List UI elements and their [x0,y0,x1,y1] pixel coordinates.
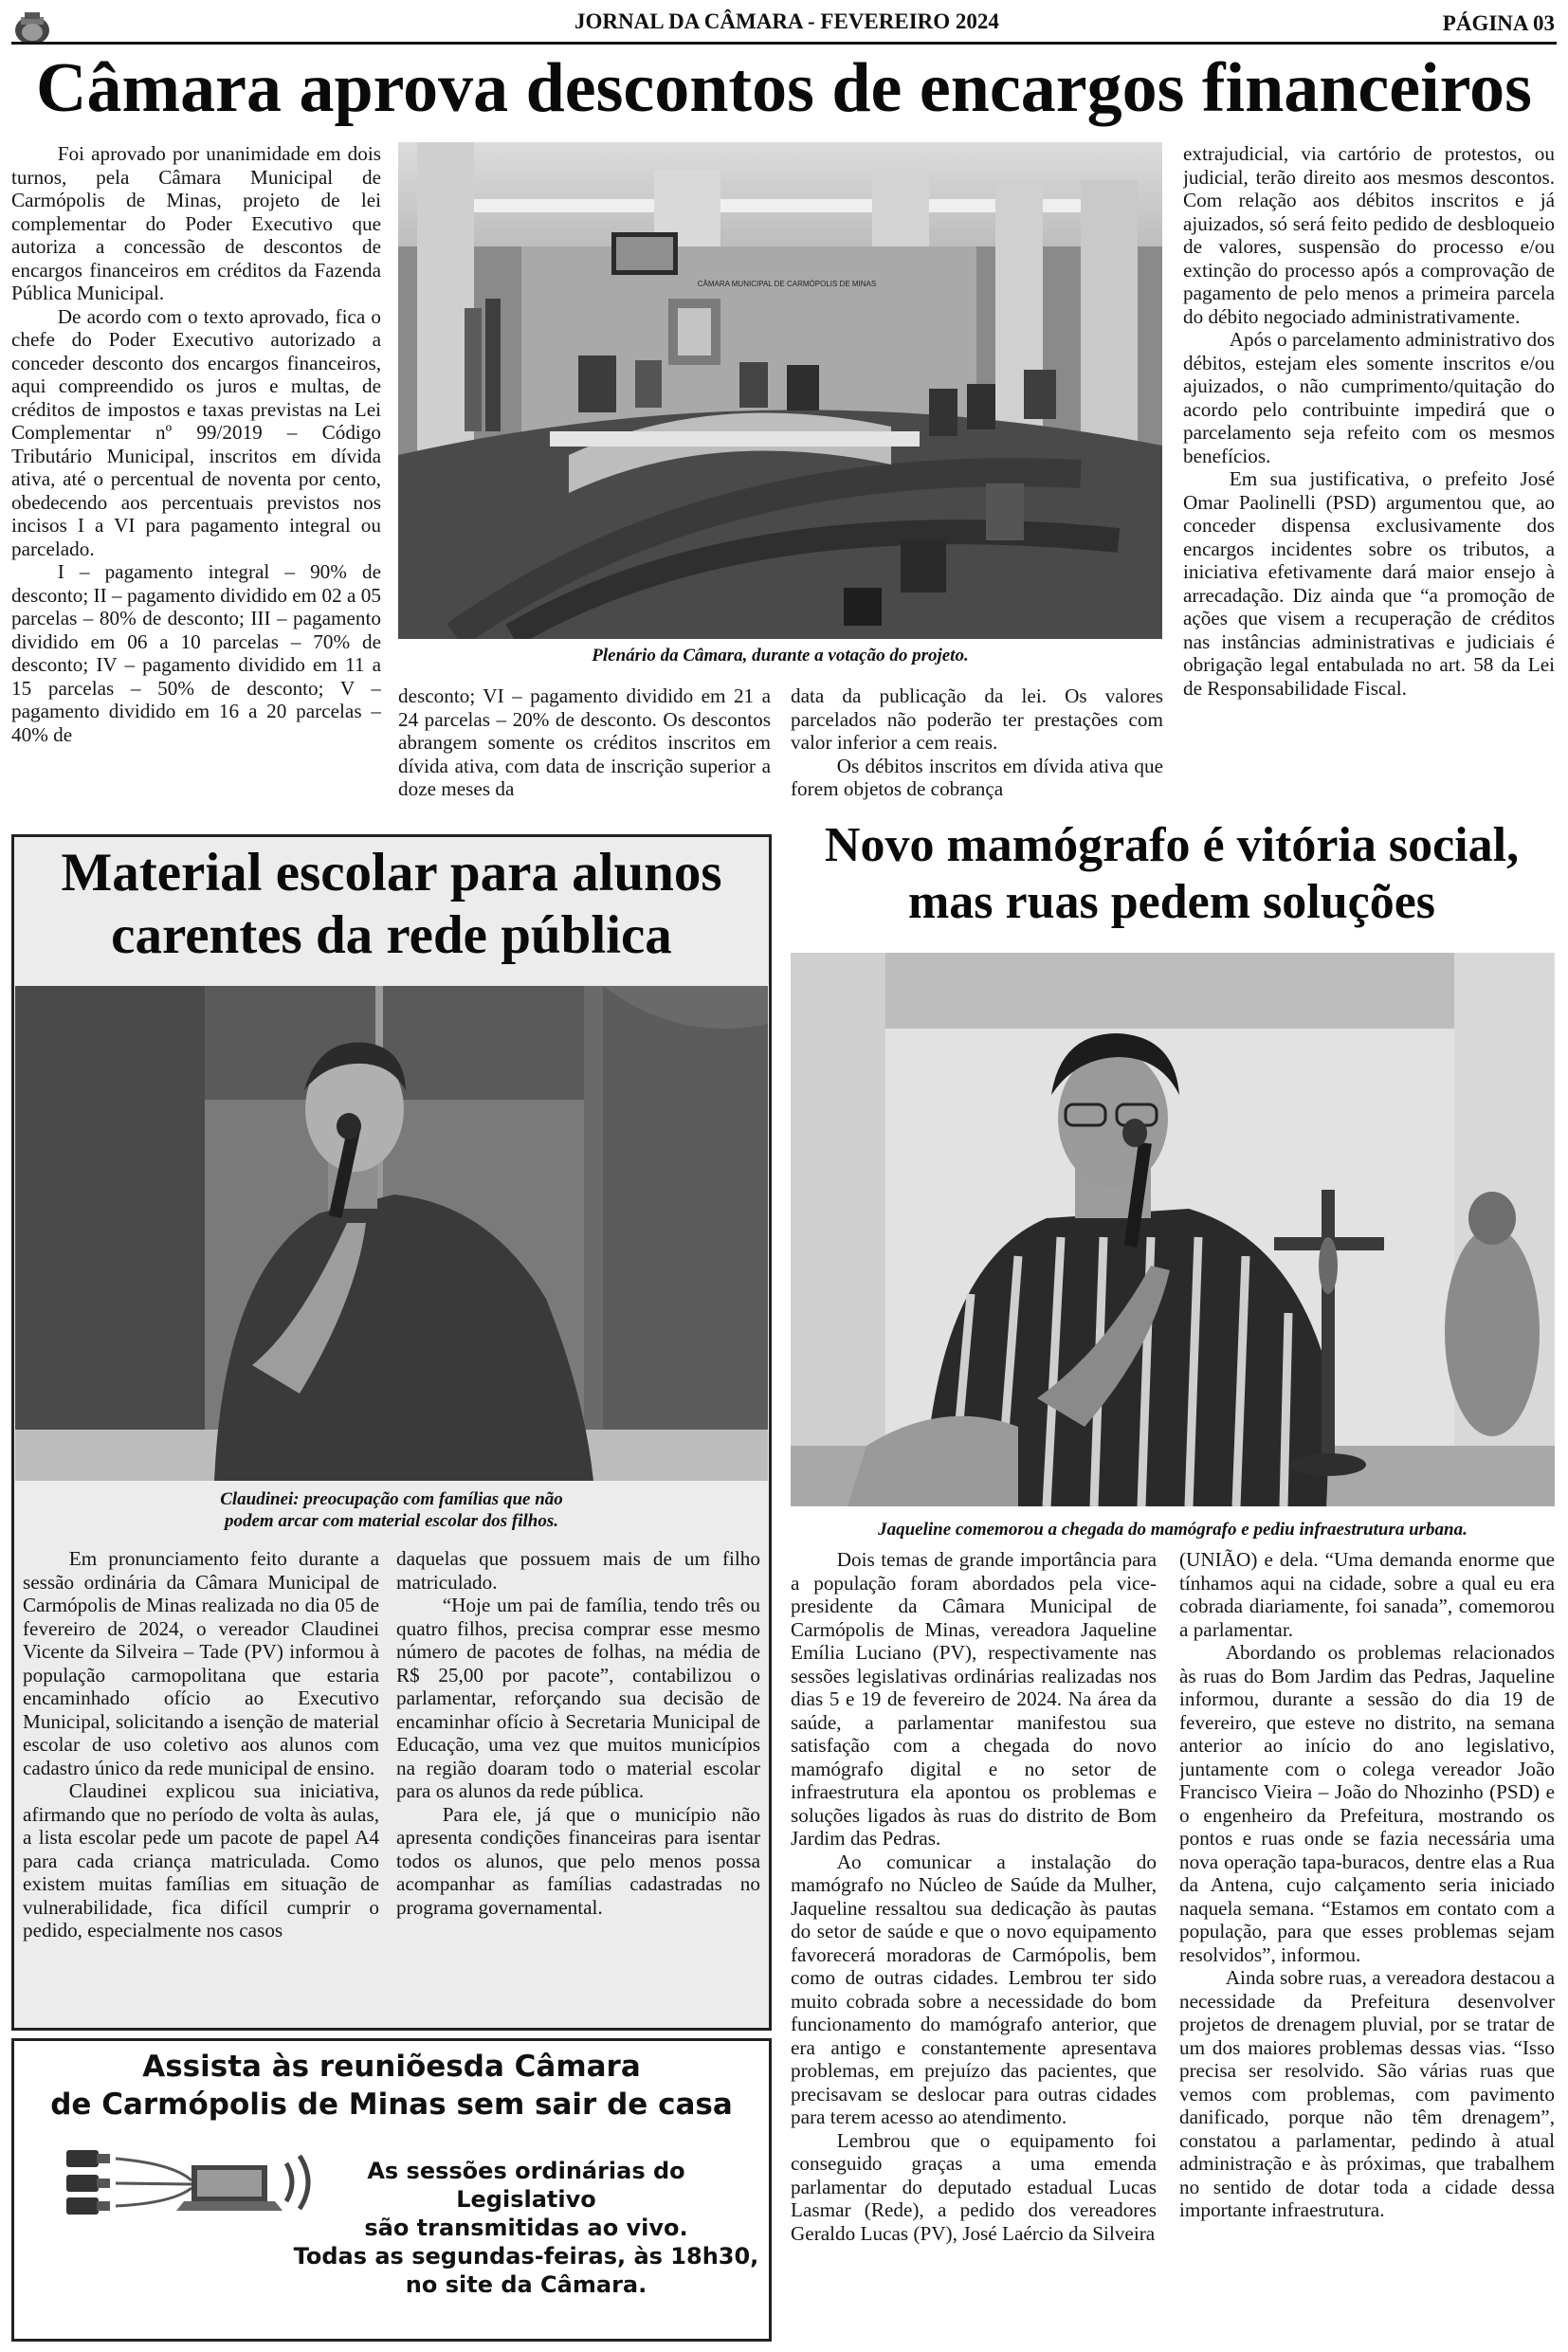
article1-paragraph: Em sua justificativa, o prefeito José Omar Paolinelli (PSD) argumentou que, ao conceder dispensa exclusivamente dos encargos incidentes sobre os tributos, a iniciativa efetivamente dará maior ensejo à arrecadação. Diz ainda que “a promoção de ações que visem a recuperação de créditos nas instâncias administrativas e judiciais é obrigação legal entabulada no art. 58 da Lei de Responsabilidade Fiscal. [1183,467,1555,700]
article2-headline-line-2: carentes da rede pública [111,905,672,965]
article3-paragraph: Ainda sobre ruas, a vereadora destacou a necessidade da Prefeitura desenvolver projetos de drenagem pluvial, por se tratar de um dos maiores problemas dessas vias. “Isso precisa ser resolvido. São várias ruas que vemos com problemas, com pavimento danificado, porque não têm drenagem”, constatou a parlamentar, pedindo à atual administração e às próximas, que trabalhem no sentido de dotar toda a cidade dessa importante infraestrutura. [1179,1966,1555,2221]
article1-paragraph: extrajudicial, via cartório de protestos, ou judicial, terão direito aos mesmos descontos. Com relação aos débitos inscritos e já ajuizados, só será feito pedido de desbloqueio de valores, suspensão do processo e/ou extinção do processo após a comprovação de pagamento de pelo menos a primeira parcela do débito negociado administrativamente. [1183,142,1555,328]
article2-paragraph: “Hoje um pai de família, tendo três ou quatro filhos, precisa comprar esse mesmo número de pacotes de folhas, na média de R$ 25,00 por pacote”, contabilizou o parlamentar, reforçando sua decisão de encaminhar ofício à Secretaria Municipal de Educação, uma vez que muitos municípios na região doaram todo o material escolar para os alunos da rede pública. [396,1594,760,1802]
ad-body-line-3: são transmitidas ao vivo. [364,2215,688,2241]
article1-paragraph: Foi aprovado por unanimidade em dois turnos, pela Câmara Municipal de Carmópolis de Minas, projeto de lei complementar do Poder Executivo que autoriza a concessão de descontos de encargos financeiros em créditos da Fazenda Pública Municipal. [11,142,381,304]
article1-column-1 [11,142,381,825]
article2-headline-line-1: Material escolar para alunos [61,843,722,903]
article3-column-1 [791,1548,1157,2343]
article1-paragraph: De acordo com o texto aprovado, fica o chefe do Poder Executivo autorizado a conceder desconto dos encargos financeiros, aqui compreendido os juros e multas, de créditos de impostos e taxas previstas na Lei Complementar nº 99/2019 – Código Tributário Municipal, inscritos em dívida ativa, até o percentual de noventa por cento, obedecendo aos percentuais previstos nos incisos I a VI para pagamento integral ou parcelado. [11,304,381,560]
article1-column-2 [398,684,771,810]
article3-headline-line-1: Novo mamógrafo é vitória social, [824,818,1520,872]
claudinei-photo-caption [15,1488,768,1532]
article2-headline [15,842,768,967]
article3-paragraph: Dois temas de grande importância para a população foram abordados pela vice-presidente da Câmara Municipal de Carmópolis de Minas, vereadora Jaqueline Emília Luciano (PV), respectivamente nas sessões legislativas ordinárias realizadas nos dias 5 e 19 de fevereiro de 2024. Na área da saúde, a parlamentar manifestou sua satisfação com a chegada do novo mamógrafo digital e no setor de infraestrutura ela apontou os problemas e soluções ligados às ruas do distrito de Bom Jardim das Pedras. [791,1548,1157,1850]
plenary-sign-text: CÂMARA MUNICIPAL DE CARMÓPOLIS DE MINAS [697,280,877,288]
article1-paragraph: desconto; VI – pagamento dividido em 21 a 24 parcelas – 20% de desconto. Os descontos abrangem somente os créditos inscritos em dívida ativa, com data de inscrição superior a doze meses da [398,684,771,800]
jaqueline-photo-image [791,953,1555,1506]
claudinei-caption-line-1: Claudinei: preocupação com famílias que não [220,1489,563,1509]
plenary-photo-image [398,142,1162,639]
livestream-ad-body [284,2157,768,2299]
page-number: PÁGINA 03 [1442,11,1555,35]
article2-column-1 [23,1547,379,2021]
ad-body-line-1: As sessões ordinárias do [367,2158,685,2184]
jaqueline-photo [791,953,1555,1506]
claudinei-caption-line-2: podem arcar com material escolar dos filhos. [224,1511,558,1531]
livestream-ad-title [15,2048,768,2124]
article3-headline-line-2: mas ruas pedem soluções [907,875,1436,929]
article1-paragraph: data da publicação da lei. Os valores parcelados não poderão ter prestações com valor inferior a cem reais. [791,684,1163,754]
article2-paragraph: Em pronunciamento feito durante a sessão ordinária da Câmara Municipal de Carmópolis de Minas realizada no dia 05 de fevereiro de 2024, o vereador Claudinei Vicente da Silveira – Tade (PV) informou à população carmopolitana que estaria encaminhado ofício ao Executivo Municipal, solicitando a isenção de material escolar de uso coletivo aos alunos com cadastro único da rede municipal de ensino. [23,1547,379,1779]
article2-column-2 [396,1547,760,2021]
ad-title-line-1: Assista às reuniõesda Câmara [142,2050,641,2084]
article1-paragraph: Os débitos inscritos em dívida ativa que forem objetos de cobrança [791,754,1163,800]
article3-headline [787,817,1557,931]
plenary-photo [398,142,1162,639]
header-rule [11,42,1557,45]
article1-paragraph: Após o parcelamento administrativo dos débitos, estejam eles somente inscritos e/ou ajuizados, o não cumprimento/quitação do acordo pelo contribuinte impedirá que o parcelamento seja refeito com os mesmos benefícios. [1183,328,1555,467]
article2-paragraph: daquelas que possuem mais de um filho matriculado. [396,1547,760,1594]
article3-paragraph: Abordando os problemas relacionados às ruas do Bom Jardim das Pedras, Jaqueline informou, durante a sessão do dia 19 de fevereiro, que esteve no distrito, na semana anterior ao início do ano legislativo, juntamente com o colega vereador João Francisco Vieira – João do Nhozinho (PSD) e o engenheiro da Prefeitura, mostrando os pontos e ruas onde se fazia necessária uma nova operação tapa-buracos, dentre elas a Rua da Antena, cujo calçamento seria iniciado naquela semana. “Estamos em contato com a população, para que esses problemas sejam resolvidos”, informou. [1179,1641,1555,1966]
article2-paragraph: Claudinei explicou sua iniciativa, afirmando que no período de volta às aulas, a lista escolar pede um pacote de papel A4 para cada criança matriculada. Como existem muitas famílias em situação de vulnerabilidade, fica difícil cumprir o pedido, especialmente nos casos [23,1779,379,1942]
article3-paragraph: Ao comunicar a instalação do mamógrafo no Núcleo de Saúde da Mulher, Jaqueline ressaltou sua dedicação às pautas do setor de saúde e que o novo equipamento favorecerá moradoras de Carmópolis, bem como de outras cidades. Lembrou ter sido muito cobrada sobre a necessidade do bom funcionamento do mamógrafo anterior, que era antigo e constantemente apresentava problemas, em prejuízo das pacientes, que precisavam se deslocar para outras cidades para terem acesso ao atendimento. [791,1850,1157,2128]
article2-paragraph: Para ele, já que o município não apresenta condições financeiras para isentar todos os alunos, que pelo menos possa acompanhar as famílias cadastradas no programa governamental. [396,1802,760,1919]
ad-body-line-4: Todas as segundas-feiras, às 18h30, [293,2243,759,2270]
jaqueline-photo-caption: Jaqueline comemorou a chegada do mamógrafo e pediu infraestrutura urbana. [878,1520,1468,1540]
article1-headline: Câmara aprova descontos de encargos financeiros [36,49,1532,127]
article1-column-3 [791,684,1163,810]
article3-paragraph: (UNIÃO) e dela. “Uma demanda enorme que tínhamos aqui na cidade, sobre a qual eu era cobrada diariamente, foi sanada”, comemorou a parlamentar. [1179,1548,1555,1641]
article3-paragraph: Lembrou que o equipamento foi conseguido graças a uma emenda parlamentar do deputado estadual Lucas Lasmar (Rede), a pedido dos vereadores Geraldo Lucas (PV), José Laércio da Silveira [791,2128,1157,2245]
article1-column-4 [1183,142,1555,811]
article3-column-2 [1179,1548,1555,2343]
newspaper-name: JORNAL DA CÂMARA - FEVEREIRO 2024 [574,9,999,33]
claudinei-photo [15,986,768,1481]
ad-title-line-2: de Carmópolis de Minas sem sair de casa [50,2088,733,2122]
article1-paragraph: I – pagamento integral – 90% de desconto; II – pagamento dividido em 02 a 05 parcelas – 80% de desconto; III – pagamento dividido em 06 a 10 parcelas – 70% de desconto; IV – pagamento dividido em 11 a 15 parcelas – 50% de desconto; V – pagamento dividido em 16 a 20 parcelas – 40% de [11,560,381,746]
plenary-photo-caption: Plenário da Câmara, durante a votação do projeto. [592,646,969,665]
claudinei-photo-image [15,986,768,1481]
ad-body-line-2: Legislativo [456,2186,596,2213]
ad-body-line-5: no site da Câmara. [405,2271,647,2298]
